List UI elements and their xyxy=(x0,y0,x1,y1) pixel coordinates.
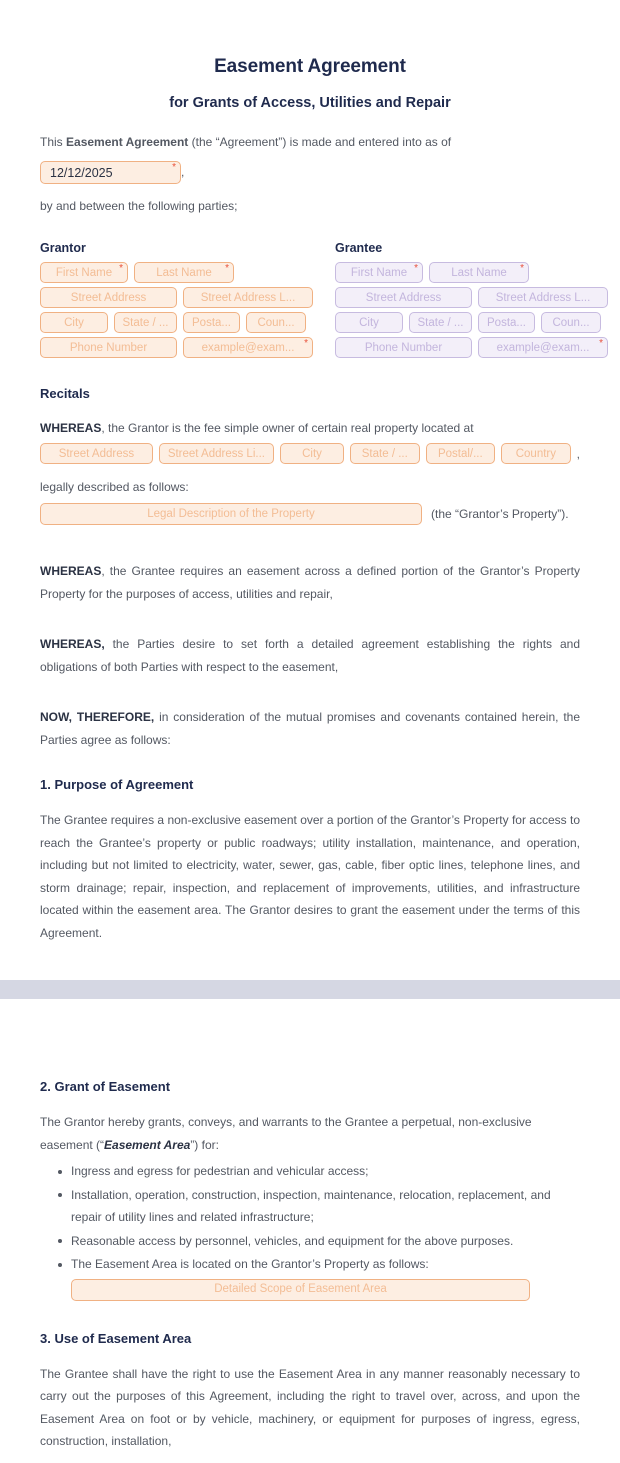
legal-suffix-post: ”). xyxy=(557,507,569,521)
now-therefore-paragraph xyxy=(40,706,580,751)
intro-trailing-comma: , xyxy=(181,165,185,179)
grantor-city-input[interactable] xyxy=(40,312,108,333)
grantor-postal-placeholder: Posta... xyxy=(192,316,231,329)
property-state-placeholder: State / ... xyxy=(361,447,408,460)
grantor-heading: Grantor xyxy=(40,241,86,255)
grantor-phone-placeholder: Phone Number xyxy=(69,341,148,354)
grantor-phone-input[interactable] xyxy=(40,337,177,358)
grantor-last-name-placeholder: Last Name xyxy=(156,266,212,279)
grantee-country-input[interactable] xyxy=(541,312,601,333)
required-asterisk: * xyxy=(225,263,229,274)
grantor-country-placeholder: Coun... xyxy=(257,316,295,329)
list-item: Reasonable access by personnel, vehicles, and equipment for the above purposes. xyxy=(71,1230,580,1253)
agreement-date-value: 12/12/2025 xyxy=(50,165,113,180)
whereas-2-lead: WHEREAS xyxy=(40,564,102,578)
intro-paragraph-line2: by and between the following parties; xyxy=(40,199,238,213)
required-asterisk: * xyxy=(119,263,123,274)
grantee-last-name-input[interactable] xyxy=(429,262,529,283)
grantee-first-name-placeholder: First Name xyxy=(350,266,408,279)
grantee-email-placeholder: example@exam... xyxy=(496,341,590,354)
grantor-city-placeholder: City xyxy=(64,316,84,329)
property-postal-input[interactable] xyxy=(426,443,496,464)
property-address-row xyxy=(40,443,580,464)
intro-agreement-term: Agreement xyxy=(219,135,279,149)
legal-suffix-pre: (the “ xyxy=(431,507,460,521)
now-therefore-text: in consideration of the mutual promises and covenants contained herein, the Parties agree as follows: xyxy=(40,710,581,747)
property-street-address-2-input[interactable] xyxy=(159,443,274,464)
address-trailing-comma: , xyxy=(576,446,580,461)
intro-paragraph xyxy=(40,127,580,187)
grantee-state-input[interactable] xyxy=(409,312,472,333)
easement-area-term: Easement Area xyxy=(104,1137,191,1152)
whereas-3-text: the Parties desire to set forth a detailed agreement establishing the rights and obligations of both Parties with respect to the easement, xyxy=(40,637,580,674)
agreement-date-input[interactable] xyxy=(40,161,181,184)
grantee-postal-input[interactable] xyxy=(478,312,535,333)
required-asterisk: * xyxy=(304,338,308,349)
section-3-body: The Grantee shall have the right to use the Easement Area in any manner reasonably necessary to carry out the purposes of this Agreement, including the right to travel over, across, and upon the Easement Area on foot or by vehicle, machinery, or equipment for purposes of ingress, egress, construction, installation, xyxy=(40,1366,580,1448)
whereas-1-line xyxy=(40,417,580,439)
whereas-3-paragraph xyxy=(40,633,580,678)
grantee-street-address-2-placeholder: Street Address L... xyxy=(495,291,591,304)
required-asterisk: * xyxy=(599,338,603,349)
grantee-city-input[interactable] xyxy=(335,312,403,333)
intro-bold-term: Easement Agreement xyxy=(66,135,189,149)
legally-described-line: legally described as follows: xyxy=(40,480,189,494)
grantee-email-input[interactable] xyxy=(478,337,608,358)
grantee-phone-placeholder: Phone Number xyxy=(364,341,443,354)
section-2-intro-pre: The Grantor hereby grants, conveys, and warrants to the Grantee a perpetual, non-exclusive easement (“ xyxy=(40,1115,532,1152)
grantee-last-name-placeholder: Last Name xyxy=(451,266,507,279)
whereas-1-text: , the Grantor is the fee simple owner of certain real property located at xyxy=(101,421,474,435)
grantor-state-placeholder: State / ... xyxy=(122,316,169,329)
page-title: Easement Agreement xyxy=(214,56,406,77)
grantor-block xyxy=(40,241,313,362)
section-2-heading: 2. Grant of Easement xyxy=(40,1079,171,1094)
legal-description-input[interactable] xyxy=(40,503,422,525)
legal-description-row xyxy=(40,503,580,525)
grantee-country-placeholder: Coun... xyxy=(552,316,590,329)
parties-block xyxy=(40,241,603,362)
grantor-postal-input[interactable] xyxy=(183,312,240,333)
grantee-street-address-2-input[interactable] xyxy=(478,287,608,308)
page-subtitle: for Grants of Access, Utilities and Repair xyxy=(169,95,451,111)
grantee-city-placeholder: City xyxy=(359,316,379,329)
grantor-city-row xyxy=(40,312,313,333)
property-city-placeholder: City xyxy=(302,447,322,460)
grantor-first-name-placeholder: First Name xyxy=(55,266,113,279)
grantee-name-row xyxy=(335,262,608,283)
section-1-heading: 1. Purpose of Agreement xyxy=(40,777,194,792)
grantee-block xyxy=(335,241,608,362)
intro-text-after: ”) is made and entered into as of xyxy=(278,135,452,149)
required-asterisk: * xyxy=(414,263,418,274)
grantor-street-row xyxy=(40,287,313,308)
property-postal-placeholder: Postal/... xyxy=(437,447,483,460)
grantor-street-address-2-input[interactable] xyxy=(183,287,313,308)
grantee-street-row xyxy=(335,287,608,308)
intro-text-mid: (the “ xyxy=(188,135,220,149)
grantee-first-name-input[interactable] xyxy=(335,262,423,283)
grantee-street-address-input[interactable] xyxy=(335,287,472,308)
list-item-label: The Easement Area is located on the Grantor’s Property as follows: xyxy=(71,1257,429,1271)
section-3-heading: 3. Use of Easement Area xyxy=(40,1330,192,1346)
legal-description-placeholder: Legal Description of the Property xyxy=(147,508,315,520)
section-2-intro-post: ”) for: xyxy=(190,1137,219,1152)
grantors-property-term: Grantor’s Property xyxy=(459,507,558,521)
property-state-input[interactable] xyxy=(350,443,420,464)
grantee-phone-input[interactable] xyxy=(335,337,472,358)
whereas-1-lead: WHEREAS xyxy=(40,421,102,435)
list-item: Installation, operation, construction, inspection, maintenance, relocation, replacement, and repair of utility lines and related infrastructure; xyxy=(71,1184,580,1229)
intro-text-before: This xyxy=(40,135,67,149)
grantor-first-name-input[interactable] xyxy=(40,262,128,283)
grantor-street-address-placeholder: Street Address xyxy=(70,291,147,304)
grantee-state-placeholder: State / ... xyxy=(417,316,464,329)
whereas-2-text: , the Grantee requires an easement across a defined portion of the Grantor’s Property Property for the purposes of access, utilities and repair, xyxy=(40,564,580,601)
grantor-name-row xyxy=(40,262,313,283)
grantee-street-address-placeholder: Street Address xyxy=(365,291,442,304)
property-country-input[interactable] xyxy=(501,443,571,464)
property-street-address-input[interactable] xyxy=(40,443,153,464)
now-therefore-lead: NOW, THEREFORE, xyxy=(40,710,155,724)
property-street-address-2-placeholder: Street Address Li... xyxy=(167,447,265,460)
grantor-street-address-input[interactable] xyxy=(40,287,177,308)
grantee-contact-row xyxy=(335,337,608,358)
recitals-heading: Recitals xyxy=(40,386,90,401)
grantor-state-input[interactable] xyxy=(114,312,177,333)
page-two xyxy=(0,999,620,1463)
grantor-street-address-2-placeholder: Street Address L... xyxy=(200,291,296,304)
section-1-body: The Grantee requires a non-exclusive easement over a portion of the Grantor’s Property for access to reach the Grantee’s property or public roadways; utility installation, maintenance, and operation, including but not limited to electricity, water, sewer, gas, cable, fiber optic lines, telephone lines, and storm drainage; repair, inspection, and replacement of improvements, utilities, and infrastructure located within the easement area. The Grantor desires to grant the easement under the terms of this Agreement. xyxy=(40,813,580,940)
easement-scope-placeholder: Detailed Scope of Easement Area xyxy=(214,1283,387,1296)
easement-scope-input[interactable] xyxy=(71,1279,530,1301)
grantor-email-input[interactable] xyxy=(183,337,313,358)
section-2-bullet-list xyxy=(40,1160,580,1301)
page-break-divider xyxy=(0,980,620,999)
list-item xyxy=(71,1253,580,1301)
section-2-intro xyxy=(40,1111,580,1156)
required-asterisk: * xyxy=(172,162,176,174)
legal-suffix xyxy=(431,507,569,521)
grantor-email-placeholder: example@exam... xyxy=(201,341,295,354)
property-street-address-placeholder: Street Address xyxy=(58,447,135,460)
whereas-2-paragraph xyxy=(40,560,580,605)
grantor-last-name-input[interactable] xyxy=(134,262,234,283)
grantee-heading: Grantee xyxy=(335,241,383,255)
grantor-contact-row xyxy=(40,337,313,358)
required-asterisk: * xyxy=(520,263,524,274)
property-city-input[interactable] xyxy=(280,443,344,464)
whereas-3-lead: WHEREAS, xyxy=(40,637,105,651)
list-item: Ingress and egress for pedestrian and vehicular access; xyxy=(71,1160,580,1183)
grantor-country-input[interactable] xyxy=(246,312,306,333)
grantee-city-row xyxy=(335,312,608,333)
property-country-placeholder: Country xyxy=(515,447,557,460)
grantee-postal-placeholder: Posta... xyxy=(487,316,526,329)
